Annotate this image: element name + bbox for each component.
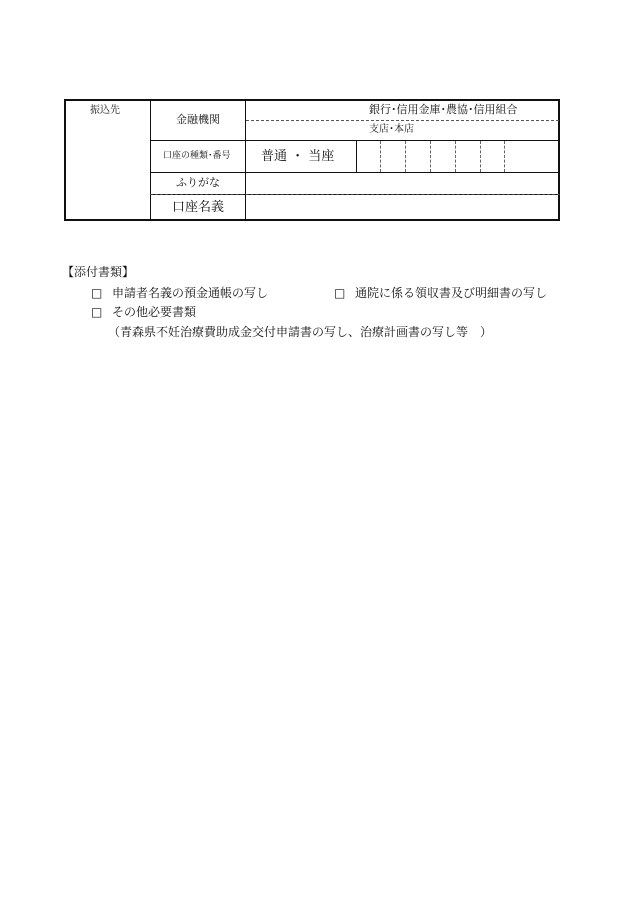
transfer-label: 振込先: [90, 105, 120, 116]
account-name-label: 口座名義: [172, 200, 225, 215]
account-type-label: 口座の種類･番号: [163, 151, 231, 161]
attachment-item-passbook: 申請者名義の預金通帳の写し: [112, 286, 269, 300]
table-divider-field-column: [245, 100, 246, 221]
checkbox[interactable]: □: [91, 286, 103, 300]
attachment-item-other: その他必要書類: [112, 305, 197, 319]
attachment-item-receipts: 通院に係る領収書及び明細書の写し: [355, 286, 548, 300]
digit-box-divider: [430, 141, 431, 172]
digit-box-divider: [380, 141, 381, 172]
furigana-dashed-divider: [150, 194, 560, 195]
table-divider-label-column: [150, 100, 151, 221]
bank-label: 金融機関: [176, 113, 220, 126]
digit-box-divider: [480, 141, 481, 172]
table-row-divider: [150, 140, 560, 141]
branch-types-text: 支店･本店: [369, 124, 414, 135]
bank-types-text: 銀行･信用金庫･農協･信用組合: [369, 103, 518, 116]
table-row-divider: [150, 172, 560, 173]
digit-box-divider: [405, 141, 406, 172]
attachments-heading: 【添付書類】: [62, 265, 135, 279]
furigana-label: ふりがな: [176, 176, 220, 189]
digit-box-divider: [455, 141, 456, 172]
attachments-note: （青森県不妊治療費助成金交付申請書の写し、治療計画書の写し等 ）: [108, 325, 493, 339]
account-number-divider: [356, 141, 357, 172]
checkbox[interactable]: □: [91, 305, 103, 319]
digit-box-divider: [504, 141, 505, 172]
checkbox[interactable]: □: [334, 286, 346, 300]
bank-cell-dashed-divider: [246, 120, 559, 121]
account-type-value: 普通 ・ 当座: [261, 149, 335, 164]
